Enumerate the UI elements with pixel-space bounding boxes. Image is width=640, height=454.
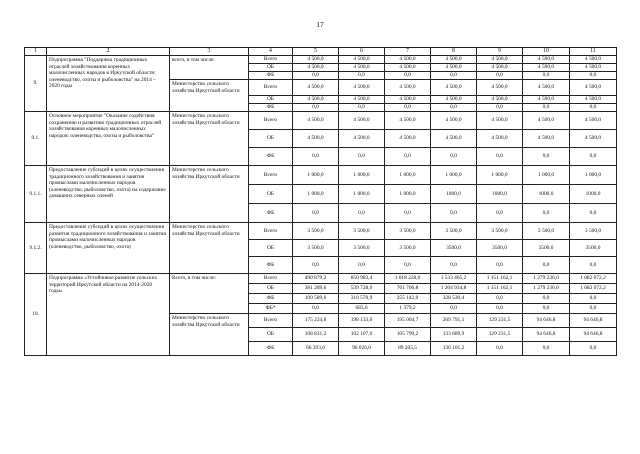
value-cell: 4 500,0	[477, 112, 523, 130]
value-cell: 136 101,2	[431, 342, 477, 356]
value-cell: 4 500,0	[431, 64, 477, 72]
value-cell: 1 379,2	[385, 304, 431, 314]
value-cell: 4 500,0	[385, 80, 431, 96]
value-cell: 4 500,0	[477, 130, 523, 148]
value-cell: 1 000,0	[339, 185, 385, 204]
header-cell: 7	[385, 48, 431, 56]
value-cell: 4 500,0	[385, 64, 431, 72]
value-cell: 4 500,0	[385, 112, 431, 130]
value-cell: 1000,0	[477, 185, 523, 204]
value-cell: 3500,0	[570, 240, 617, 257]
header-cell: 9	[477, 48, 523, 56]
value-cell: 0,0	[477, 294, 523, 304]
source-cell: ОБ	[249, 240, 293, 257]
value-cell: 0,0	[523, 104, 570, 112]
row-number: 9.	[25, 56, 47, 112]
value-cell: 0,0	[385, 148, 431, 166]
value-cell: 4 500,0	[339, 96, 385, 104]
value-cell: 4 500,0	[523, 80, 570, 96]
value-cell: 4 500,0	[339, 56, 385, 64]
header-cell: 6	[339, 48, 385, 56]
value-cell: 1 018 228,0	[385, 274, 431, 284]
value-cell: 0,0	[523, 204, 570, 223]
source-cell: ФБ	[249, 342, 293, 356]
value-cell: 4 500,0	[570, 64, 617, 72]
value-cell: 94 646,8	[570, 314, 617, 328]
value-cell: 1 000,0	[339, 166, 385, 185]
row-number: 10.	[25, 274, 47, 356]
value-cell: 0,0	[570, 204, 617, 223]
value-cell: 1 533 465,2	[431, 274, 477, 284]
value-cell: 0,0	[339, 72, 385, 80]
value-cell: 94 646,8	[570, 328, 617, 342]
value-cell: 4 500,0	[293, 64, 339, 72]
executor-cell: Министерство сельского хозяйства Иркутской области	[170, 80, 249, 112]
value-cell: 4 500,0	[477, 96, 523, 104]
value-cell: 4 500,0	[477, 56, 523, 64]
source-cell: Всего	[249, 274, 293, 284]
value-cell: 0,0	[293, 257, 339, 274]
source-cell: ФБ	[249, 204, 293, 223]
value-cell: 0,0	[293, 204, 339, 223]
value-cell: 175 224,8	[293, 314, 339, 328]
value-cell: 1 000,0	[431, 166, 477, 185]
header-row	[25, 48, 617, 56]
value-cell: 105 799,2	[385, 328, 431, 342]
source-cell: ОБ	[249, 185, 293, 204]
value-cell: 0,0	[385, 257, 431, 274]
value-cell: 4 500,0	[431, 130, 477, 148]
value-cell: 1 151 162,1	[477, 284, 523, 294]
value-cell: 89 205,5	[385, 342, 431, 356]
source-cell: Всего	[249, 56, 293, 64]
value-cell: 0,0	[570, 304, 617, 314]
value-cell: 310 570,9	[339, 294, 385, 304]
source-cell: ФБ	[249, 72, 293, 80]
value-cell: 94 646,8	[523, 328, 570, 342]
value-cell: 4 500,0	[570, 112, 617, 130]
value-cell: 133 689,9	[431, 328, 477, 342]
header-cell: 8	[431, 48, 477, 56]
value-cell: 1000,0	[431, 185, 477, 204]
source-cell: ОБ	[249, 96, 293, 104]
value-cell: 0,0	[431, 257, 477, 274]
executor-cell: Министерство сельского хозяйства Иркутской области	[170, 112, 249, 166]
value-cell: 102 107,0	[339, 328, 385, 342]
source-cell: ОБ	[249, 64, 293, 72]
table-row	[25, 223, 617, 240]
value-cell: 0,0	[431, 204, 477, 223]
source-cell: ФБ	[249, 148, 293, 166]
value-cell: 0,0	[570, 148, 617, 166]
value-cell: 94 646,8	[523, 314, 570, 328]
value-cell: 4 500,0	[523, 112, 570, 130]
header-cell: 5	[293, 48, 339, 56]
value-cell: 0,0	[293, 148, 339, 166]
budget-table	[24, 47, 617, 356]
value-cell: 1 000,0	[570, 166, 617, 185]
executor-cell: Всего, в том числе:	[170, 274, 249, 314]
value-cell: 4 500,0	[431, 56, 477, 64]
value-cell: 4 500,0	[293, 96, 339, 104]
value-cell: 3 500,0	[570, 223, 617, 240]
value-cell: 0,0	[477, 204, 523, 223]
header-cell: 3	[170, 48, 249, 56]
value-cell: 1 000,0	[385, 185, 431, 204]
value-cell: 0,0	[431, 104, 477, 112]
value-cell: 4 500,0	[523, 130, 570, 148]
value-cell: 3 500,0	[293, 223, 339, 240]
table-row	[25, 56, 617, 64]
value-cell: 96 026,0	[339, 342, 385, 356]
value-cell: 0,0	[339, 257, 385, 274]
value-cell: 66 393,6	[293, 342, 339, 356]
value-cell: 4 500,0	[385, 96, 431, 104]
header-cell: 1	[25, 48, 47, 56]
value-cell: 1 000,0	[293, 166, 339, 185]
executor-cell: Министерство сельского хозяйства Иркутской области	[170, 166, 249, 223]
value-cell: 0,0	[293, 304, 339, 314]
value-cell: 4 500,0	[293, 56, 339, 64]
value-cell: 1 204 934,8	[431, 284, 477, 294]
row-number: 9.1.1.	[25, 166, 47, 223]
value-cell: 4 500,0	[385, 56, 431, 64]
value-cell: 4 500,0	[570, 96, 617, 104]
value-cell: 4 500,0	[570, 56, 617, 64]
row-number: 9.1.	[25, 112, 47, 166]
value-cell: 0,0	[570, 342, 617, 356]
executor-cell: Министерство сельского хозяйства Иркутской области	[170, 223, 249, 274]
value-cell: 539 728,9	[339, 284, 385, 294]
value-cell: 4 500,0	[523, 64, 570, 72]
program-name: Предоставление субсидий в целях осуществления традиционного хозяйствования и занятия промыслами малочисленных народов (оленеводство, рыболовство, охота) на содержание домашних северных оленей	[47, 166, 170, 223]
source-cell: ОБ	[249, 284, 293, 294]
source-cell: Всего	[249, 80, 293, 96]
source-cell: Всего	[249, 112, 293, 130]
value-cell: 0,0	[477, 257, 523, 274]
program-name: Подпрограмма «Устойчивое развитие сельских территорий Иркутской области на 2014-2020 годы»	[47, 274, 170, 356]
table-row	[25, 166, 617, 185]
value-cell: 0,0	[385, 204, 431, 223]
value-cell: 0,0	[523, 294, 570, 304]
source-cell: Всего	[249, 314, 293, 328]
value-cell: 761 706,8	[385, 284, 431, 294]
value-cell: 4 500,0	[431, 112, 477, 130]
value-cell: 0,0	[523, 304, 570, 314]
source-cell: ФБ	[249, 104, 293, 112]
program-name: Предоставление субсидий в целях осуществления развития традиционного хозяйствования и занятия промыслами малочисленных народов (оленеводство, рыболовство, охота)	[47, 223, 170, 274]
value-cell: 3500,0	[431, 240, 477, 257]
header-cell: 11	[570, 48, 617, 56]
page-number: 17	[316, 20, 324, 29]
value-cell: 195 004,7	[385, 314, 431, 328]
value-cell: 4 500,0	[385, 130, 431, 148]
value-cell: 4 500,0	[339, 64, 385, 72]
value-cell: 0,0	[477, 304, 523, 314]
value-cell: 4 500,0	[570, 130, 617, 148]
value-cell: 0,0	[431, 148, 477, 166]
value-cell: 255 142,0	[385, 294, 431, 304]
source-cell: Всего	[249, 166, 293, 185]
value-cell: 0,0	[477, 148, 523, 166]
executor-cell: Министерство сельского хозяйства Иркутской области	[170, 314, 249, 356]
value-cell: 129 231,5	[477, 328, 523, 342]
value-cell: 0,0	[570, 72, 617, 80]
value-cell: 1 000,0	[385, 166, 431, 185]
value-cell: 0,0	[385, 104, 431, 112]
source-cell: ОБ	[249, 328, 293, 342]
header-cell: 10	[523, 48, 570, 56]
value-cell: 4 500,0	[431, 96, 477, 104]
header-cell: 2	[47, 48, 170, 56]
value-cell: 1 151 162,1	[477, 274, 523, 284]
value-cell: 683,6	[339, 304, 385, 314]
value-cell: 3 500,0	[339, 240, 385, 257]
value-cell: 4 500,0	[339, 112, 385, 130]
value-cell: 4 500,0	[339, 80, 385, 96]
executor-cell: всего, в том числе:	[170, 56, 249, 80]
source-cell: ОБ	[249, 130, 293, 148]
value-cell: 4 500,0	[293, 80, 339, 96]
value-cell: 1 279 236,0	[523, 274, 570, 284]
value-cell: 129 231,5	[477, 314, 523, 328]
value-cell: 0,0	[477, 342, 523, 356]
value-cell: 0,0	[431, 72, 477, 80]
value-cell: 4 500,0	[339, 130, 385, 148]
header-cell: 4	[249, 48, 293, 56]
value-cell: 0,0	[339, 148, 385, 166]
value-cell: 1 082 072,2	[570, 284, 617, 294]
value-cell: 0,0	[523, 257, 570, 274]
value-cell: 3 500,0	[339, 223, 385, 240]
value-cell: 4 500,0	[523, 56, 570, 64]
value-cell: 3 500,0	[293, 240, 339, 257]
value-cell: 0,0	[570, 294, 617, 304]
value-cell: 4 500,0	[477, 64, 523, 72]
value-cell: 0,0	[523, 342, 570, 356]
value-cell: 4 500,0	[477, 80, 523, 96]
value-cell: 1000,0	[523, 185, 570, 204]
table-row	[25, 112, 617, 130]
value-cell: 0,0	[339, 204, 385, 223]
value-cell: 4 500,0	[570, 80, 617, 96]
value-cell: 0,0	[293, 104, 339, 112]
value-cell: 3 500,0	[431, 223, 477, 240]
value-cell: 4 500,0	[293, 130, 339, 148]
value-cell: 0,0	[570, 104, 617, 112]
value-cell: 490 879,2	[293, 274, 339, 284]
value-cell: 0,0	[523, 72, 570, 80]
value-cell: 0,0	[431, 304, 477, 314]
value-cell: 3 500,0	[477, 223, 523, 240]
value-cell: 1 279 236,0	[523, 284, 570, 294]
value-cell: 269 791,1	[431, 314, 477, 328]
value-cell: 4 500,0	[293, 112, 339, 130]
value-cell: 328 530,4	[431, 294, 477, 304]
value-cell: 198 133,0	[339, 314, 385, 328]
value-cell: 0,0	[523, 148, 570, 166]
value-cell: 1 000,0	[293, 185, 339, 204]
value-cell: 3500,0	[523, 240, 570, 257]
value-cell: 0,0	[477, 104, 523, 112]
value-cell: 3500,0	[477, 240, 523, 257]
table-row	[25, 274, 617, 284]
value-cell: 0,0	[385, 72, 431, 80]
value-cell: 3 500,0	[385, 240, 431, 257]
value-cell: 1 000,0	[477, 166, 523, 185]
program-name: Подпрограмма "Поддержка традиционных отраслей хозяйствования коренных малочисленных народов в Иркутской области: оленеводство, охоты и рыболовства" на 2014 – 2020 годы	[47, 56, 170, 112]
value-cell: 3 500,0	[523, 223, 570, 240]
value-cell: 0,0	[570, 257, 617, 274]
source-cell: ФБ	[249, 294, 293, 304]
value-cell: 1 000,0	[523, 166, 570, 185]
value-cell: 1000,0	[570, 185, 617, 204]
value-cell: 0,0	[339, 104, 385, 112]
source-cell: ФБ*	[249, 304, 293, 314]
value-cell: 4 500,0	[431, 80, 477, 96]
source-cell: Всего	[249, 223, 293, 240]
value-cell: 0,0	[477, 72, 523, 80]
value-cell: 4 500,0	[523, 96, 570, 104]
value-cell: 3 500,0	[385, 223, 431, 240]
source-cell: ФБ	[249, 257, 293, 274]
value-cell: 1 082 072,2	[570, 274, 617, 284]
value-cell: 381 289,6	[293, 284, 339, 294]
row-number: 9.1.2.	[25, 223, 47, 274]
program-name: Основное мероприятие "Оказание содействия сохранению и развитию традиционных отраслей хозяйствования коренных малочисленных народов: оленеводства, охоты и рыболовства"	[47, 112, 170, 166]
value-cell: 109 589,6	[293, 294, 339, 304]
value-cell: 0,0	[293, 72, 339, 80]
value-cell: 108 831,2	[293, 328, 339, 342]
value-cell: 850 983,4	[339, 274, 385, 284]
